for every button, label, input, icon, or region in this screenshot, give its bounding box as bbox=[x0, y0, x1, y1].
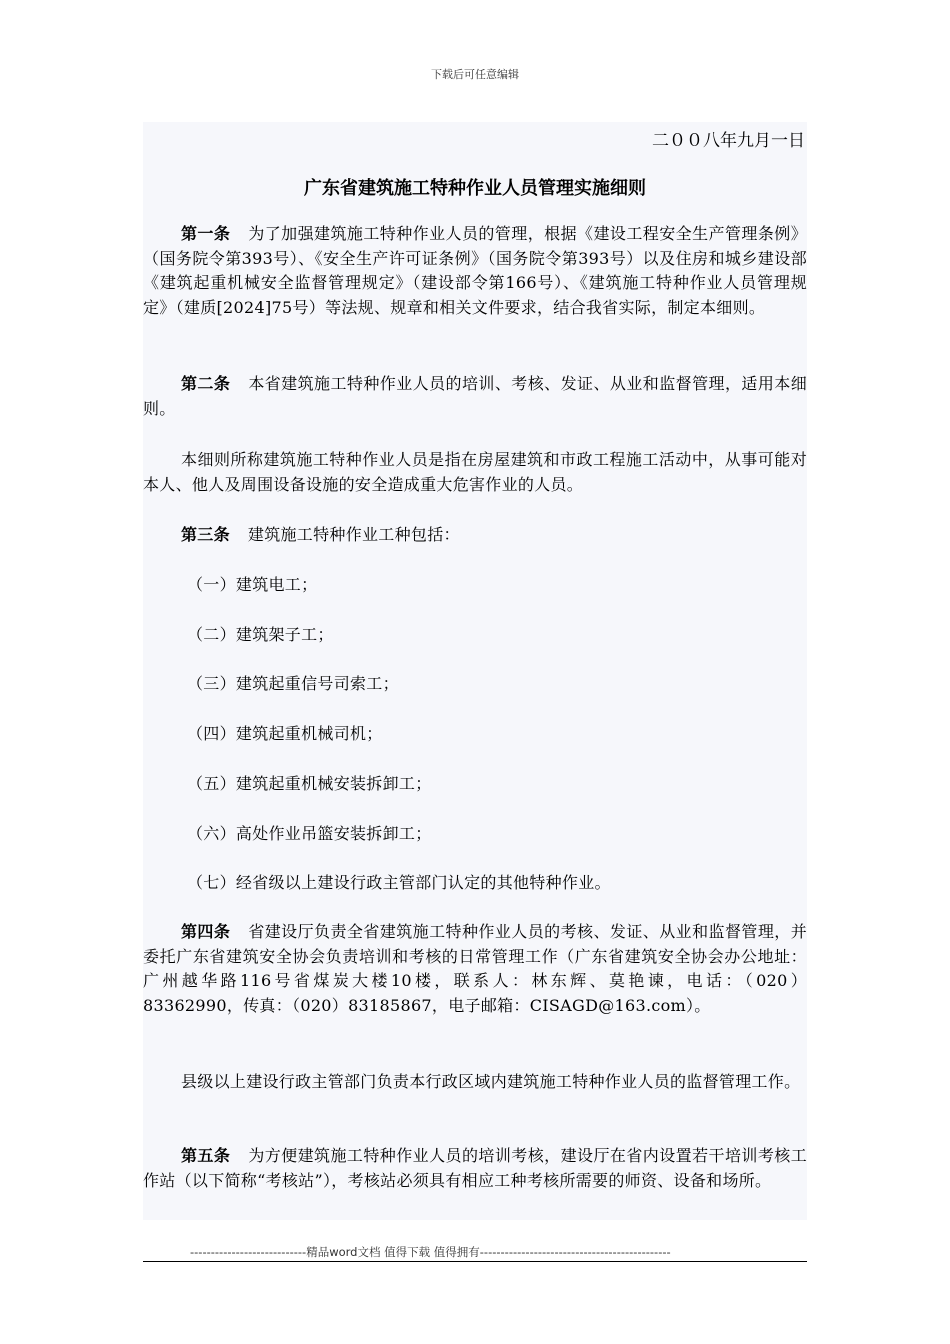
article-3 bbox=[143, 523, 807, 548]
article-2-paragraph-2 bbox=[143, 448, 807, 497]
article-text: 本细则所称建筑施工特种作业人员是指在房屋建筑和市政工程施工活动中，从事可能对本人、他人及周围设备设施的安全造成重大危害作业的人员。 bbox=[143, 450, 807, 494]
document-title: 广东省建筑施工特种作业人员管理实施细则 bbox=[304, 178, 646, 199]
list-item: （六）高处作业吊篮安装拆卸工； bbox=[187, 824, 432, 843]
article-label: 第二条 bbox=[181, 374, 231, 393]
list-item: （七）经省级以上建设行政主管部门认定的其他特种作业。 bbox=[187, 873, 611, 892]
article-text: 建筑施工特种作业工种包括： bbox=[247, 525, 460, 544]
document-body bbox=[143, 122, 807, 1220]
footer-divider bbox=[143, 1261, 807, 1262]
article-label: 第三条 bbox=[181, 525, 230, 544]
article-2 bbox=[143, 372, 807, 421]
article-5 bbox=[143, 1144, 807, 1193]
article-text: 本省建筑施工特种作业人员的培训、考核、发证、从业和监督管理，适用本细则。 bbox=[143, 374, 807, 418]
article-label: 第一条 bbox=[181, 224, 231, 243]
article-text: 为了加强建筑施工特种作业人员的管理，根据《建设工程安全生产管理条例》（国务院令第393号）、《安全生产许可证条例》（国务院令第393号）以及住房和城乡建设部《建筑起重机械安全监督管理规定》（建设部令第166号）、《建筑施工特种作业人员管理规定》（建质[2024]75号）等法规、规章和相关文件要求，结合我省实际，制定本细则。 bbox=[143, 224, 807, 317]
article-text: 省建设厅负责全省建筑施工特种作业人员的考核、发证、从业和监督管理，并委托广东省建筑安全协会负责培训和考核的日常管理工作（广东省建筑安全协会办公地址：广州越华路116号省煤炭大楼10楼，联系人：林东辉、莫艳谏，电话：（020）83362990，传真：（020）83185867，电子邮箱：CISAGD@163.com）。 bbox=[143, 922, 807, 1015]
article-1 bbox=[143, 222, 807, 320]
footer-note: ----------------------------精品word文档 值得下载 值得拥有---------------------------------------------- bbox=[190, 1245, 671, 1259]
article-4 bbox=[143, 920, 807, 1018]
list-item: （一）建筑电工； bbox=[187, 575, 318, 594]
article-4-paragraph-2 bbox=[143, 1070, 807, 1095]
article-label: 第四条 bbox=[181, 922, 231, 941]
article-text: 县级以上建设行政主管部门负责本行政区域内建筑施工特种作业人员的监督管理工作。 bbox=[181, 1072, 801, 1091]
document-date: 二００八年九月一日 bbox=[652, 131, 805, 151]
header-note: 下载后可任意编辑 bbox=[431, 68, 519, 81]
list-item: （四）建筑起重机械司机； bbox=[187, 724, 383, 743]
article-text: 为方便建筑施工特种作业人员的培训考核，建设厅在省内设置若干培训考核工作站（以下简称“考核站”），考核站必须具有相应工种考核所需要的师资、设备和场所。 bbox=[143, 1146, 807, 1190]
list-item: （二）建筑架子工； bbox=[187, 625, 334, 644]
list-item: （五）建筑起重机械安装拆卸工； bbox=[187, 774, 432, 793]
article-label: 第五条 bbox=[181, 1146, 231, 1165]
list-item: （三）建筑起重信号司索工； bbox=[187, 674, 399, 693]
